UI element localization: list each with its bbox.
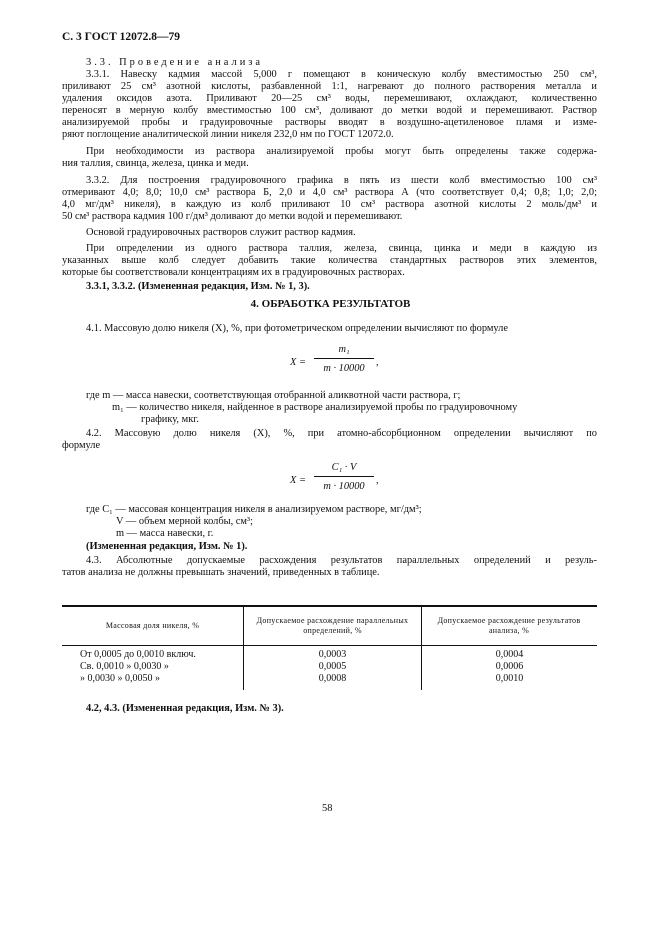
formula-denominator: m · 10000: [323, 481, 365, 492]
paragraph-line: анализируемой пробы и градуировочные растворы вводят в воздушно-ацетиленовое пламя и изме-: [62, 117, 597, 128]
table-cell: 0,0008: [318, 673, 347, 684]
amendment-note: (Измененная редакция, Изм. № 1).: [86, 541, 248, 552]
table-header-border: [62, 645, 597, 646]
page-number: 58: [322, 803, 333, 814]
table-cell: 0,0003: [318, 649, 347, 660]
paragraph-line: 4,0 мг/дм³ никеля), в каждую из колб приливают 10 см³ раствора азотной кислоты 2 моль/дм³ и: [62, 199, 597, 210]
where-line: m₁ — количество никеля, найденное в растворе анализируемой пробы по градуировочному: [112, 402, 518, 413]
paragraph-line: ния таллия, свинца, железа, цинка и меди.: [62, 158, 249, 169]
table-cell: Св. 0,0010 » 0,0030 »: [80, 661, 169, 672]
formula-lhs: X =: [290, 475, 306, 486]
formula-lhs: X =: [290, 357, 306, 368]
paragraph-line: При необходимости из раствора анализируемой пробы могут быть определены также содержа-: [86, 146, 597, 157]
paragraph-line: Основой градуировочных растворов служит раствор кадмия.: [86, 227, 356, 238]
paragraph-line: 50 см³ раствора кадмия 100 г/дм³ доливают до метки водой и перемешивают.: [62, 211, 403, 222]
paragraph-line: 3.3.2. Для построения градуировочного графика в пять из шести колб вместимостью 100 см³: [86, 175, 597, 186]
where-line: графику, мкг.: [141, 414, 199, 425]
amendment-note: 4.2, 4.3. (Измененная редакция, Изм. № 3).: [86, 703, 284, 714]
table-top-border: [62, 605, 597, 607]
paragraph-line: переносят в мерную колбу вместимостью 100 см³, доливают до метки водой и перемешивают. Раствор: [62, 105, 597, 116]
paragraph-line: 4.1. Массовую долю никеля (X), %, при фотометрическом определении вычисляют по формуле: [86, 323, 508, 334]
where-line: где m — масса навески, соответствующая отобранной аликвотной части раствора, г;: [86, 390, 461, 401]
table-header-cell: Допускаемое расхождение параллельных определений, %: [256, 616, 409, 635]
paragraph-line: 4.3. Абсолютные допускаемые расхождения результатов параллельных определений и резуль-: [86, 555, 597, 566]
table-cell: 0,0010: [495, 673, 524, 684]
formula-tail: ,: [376, 475, 379, 486]
section-title: 3.3. Проведение анализа: [86, 57, 263, 68]
page-header: С. 3 ГОСТ 12072.8—79: [62, 31, 181, 43]
where-line: где C₁ — массовая концентрация никеля в анализируемом растворе, мг/дм³;: [86, 504, 422, 515]
fraction-bar: [314, 358, 374, 359]
paragraph-line: удаления оксидов азота. Приливают 20—25 см³ воды, перемешивают, охлаждают, количественно: [62, 93, 597, 104]
table-cell: » 0,0030 » 0,0050 »: [80, 673, 160, 684]
table-header-cell: Массовая доля никеля, %: [105, 621, 200, 630]
paragraph-line: 3.3.1. Навеску кадмия массой 5,000 г помещают в коническую колбу вместимостью 250 см³,: [86, 69, 597, 80]
where-line: V — объем мерной колбы, см³;: [116, 516, 253, 527]
paragraph-line: 4.2. Массовую долю никеля (X), %, при атомно-абсорбционном определении вычисляют по: [86, 428, 597, 439]
paragraph-line: При определении из одного раствора таллия, железа, свинца, цинка и меди в каждую из: [86, 243, 597, 254]
paragraph-line: формуле: [62, 440, 101, 451]
paragraph-line: которые бы соответствовали концентрациям их в градуировочных растворах.: [62, 267, 405, 278]
amendment-note: 3.3.1, 3.3.2. (Измененная редакция, Изм. № 1, 3).: [86, 281, 310, 292]
table-cell: 0,0006: [495, 661, 524, 672]
formula-numerator: C₁ · V: [331, 462, 357, 473]
paragraph-line: татов анализа не должны превышать значений, приведенных в таблице.: [62, 567, 380, 578]
table-cell: 0,0004: [495, 649, 524, 660]
table-cell: От 0,0005 до 0,0010 включ.: [80, 649, 196, 660]
paragraph-line: указанных выше колб следует добавить такие количества стандартных растворов этих элементов,: [62, 255, 597, 266]
table-cell: 0,0005: [318, 661, 347, 672]
formula-tail: ,: [376, 357, 379, 368]
table-header-cell: Допускаемое расхождение результатов анализа, %: [437, 616, 581, 635]
paragraph-line: ряют поглощение аналитической линии никеля 232,0 нм по ГОСТ 12072.0.: [62, 129, 394, 140]
where-line: m — масса навески, г.: [116, 528, 214, 539]
fraction-bar: [314, 476, 374, 477]
section-heading: 4. ОБРАБОТКА РЕЗУЛЬТАТОВ: [250, 298, 411, 310]
formula-denominator: m · 10000: [323, 363, 365, 374]
paragraph-line: приливают 25 см³ азотной кислоты, разбавленной 1:1, нагревают до полного растворения металла и: [62, 81, 597, 92]
formula-numerator: m₁: [338, 344, 350, 355]
paragraph-line: отмеривают 4,0; 8,0; 10,0 см³ раствора Б, 2,0 и 4,0 см³ раствора А (что соответствует 0,4; 0,8; 1,0; 2,0;: [62, 187, 597, 198]
